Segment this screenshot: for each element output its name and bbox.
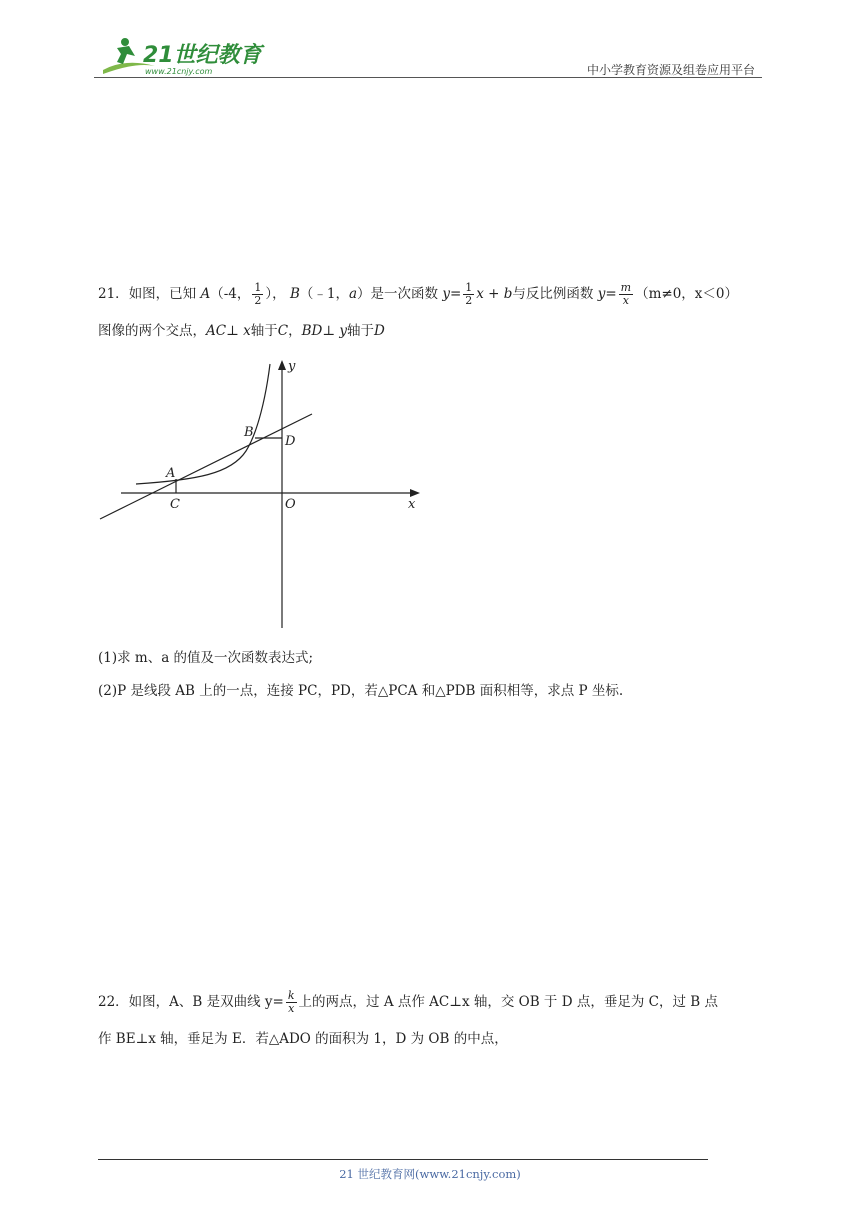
platform-name: 中小学教育资源及组卷应用平台 <box>586 63 755 77</box>
y-axis-arrow <box>278 360 286 370</box>
q21-part1: (1)求 m、a 的值及一次函数表达式; <box>98 650 314 666</box>
logo-url: www.21cnjy.com <box>145 67 213 76</box>
hyperbola-curve <box>136 364 270 484</box>
logo-text: 21世纪教育 <box>143 43 262 68</box>
footer-divider <box>98 1159 708 1160</box>
fraction-m-over-x: $\frac{m}{x}$ <box>620 281 632 307</box>
label-O: O <box>285 497 296 512</box>
q22-line2: 作 BE⊥x 轴，垂足为 E．若△ADO 的面积为 1，D 为 OB 的中点， <box>98 1031 508 1047</box>
site-logo <box>95 32 265 80</box>
q21-part2: (2)P 是线段 AB 上的一点，连接 PC，PD，若△PCA 和△PDB 面积相等，求点 P 坐标. <box>98 683 624 699</box>
q21-line1: 21．如图，已知 A（-4， $\frac{1}{2}$ ）， B（﹣1，a）是一次函数 y= $\frac{1}{2}$ x + b与反比例函数 y= $\frac{m}{x}$ （m≠0，x＜0） <box>98 281 739 307</box>
footer-link[interactable]: 21 世纪教育网(www.21cnjy.com) <box>339 1167 521 1181</box>
label-D: D <box>285 434 296 449</box>
linear-function-line <box>100 414 312 519</box>
label-x: x <box>408 497 416 512</box>
label-C: C <box>170 497 180 512</box>
runner-icon <box>117 46 135 64</box>
label-y: y <box>288 359 296 374</box>
label-B: B <box>244 425 254 440</box>
fraction-k-over-x: $\frac{k}{x}$ <box>287 989 295 1015</box>
label-A: A <box>166 466 176 481</box>
header-divider <box>94 77 762 78</box>
fraction-half: $\frac{1}{2}$ <box>254 281 262 307</box>
fraction-half-2: $\frac{1}{2}$ <box>465 281 473 307</box>
q21-line2: 图像的两个交点，AC⊥ x轴于C，BD⊥ y轴于D <box>98 323 385 339</box>
x-axis-arrow <box>410 489 420 497</box>
q22-line1: 22．如图，A、B 是双曲线 y= $\frac{k}{x}$ 上的两点，过 A 点作 AC⊥x 轴，交 OB 于 D 点，垂足为 C，过 B 点 <box>98 989 718 1015</box>
function-diagram <box>96 356 426 632</box>
